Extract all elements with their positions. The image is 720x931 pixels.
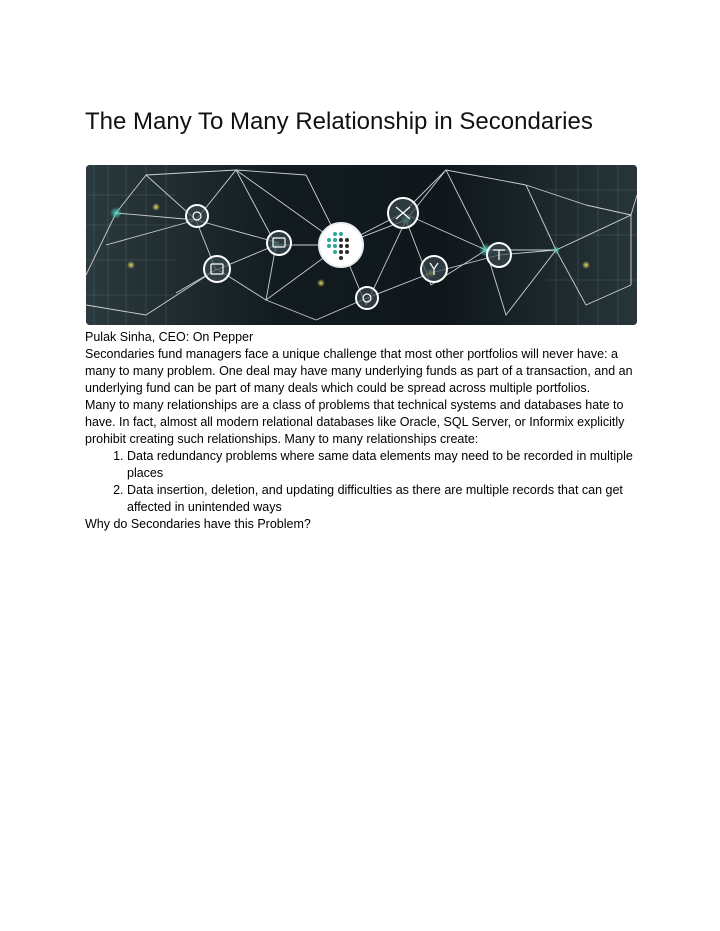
closing-question: Why do Secondaries have this Problem? — [85, 517, 311, 531]
article-body — [85, 329, 637, 533]
page-title: The Many To Many Relationship in Secondaries — [85, 108, 593, 135]
paragraph-many-to-many: Many to many relationships are a class of problems that technical systems and databases hate to have. In fact, almost all modern relational databases like Oracle, SQL Server, or Informix explicitly prohibit creating such relationships. Many to many relationships create: — [85, 398, 625, 446]
network-illustration — [86, 165, 637, 325]
list-item: 2. Data insertion, deletion, and updating difficulties as there are multiple records that can get affected in unintended ways — [127, 482, 637, 516]
list-item: 1. Data redundancy problems where same data elements may need to be recorded in multiple places — [127, 448, 637, 482]
byline: Pulak Sinha, CEO: On Pepper — [85, 330, 254, 344]
hero-image — [86, 165, 637, 325]
paragraph-intro: Secondaries fund managers face a unique challenge that most other portfolios will never have: a many to many problem. One deal may have many underlying funds as part of a transaction, and an underlying fund can be part of many deals which could be spread across multiple portfolios. — [85, 347, 633, 395]
problems-list — [85, 448, 637, 516]
